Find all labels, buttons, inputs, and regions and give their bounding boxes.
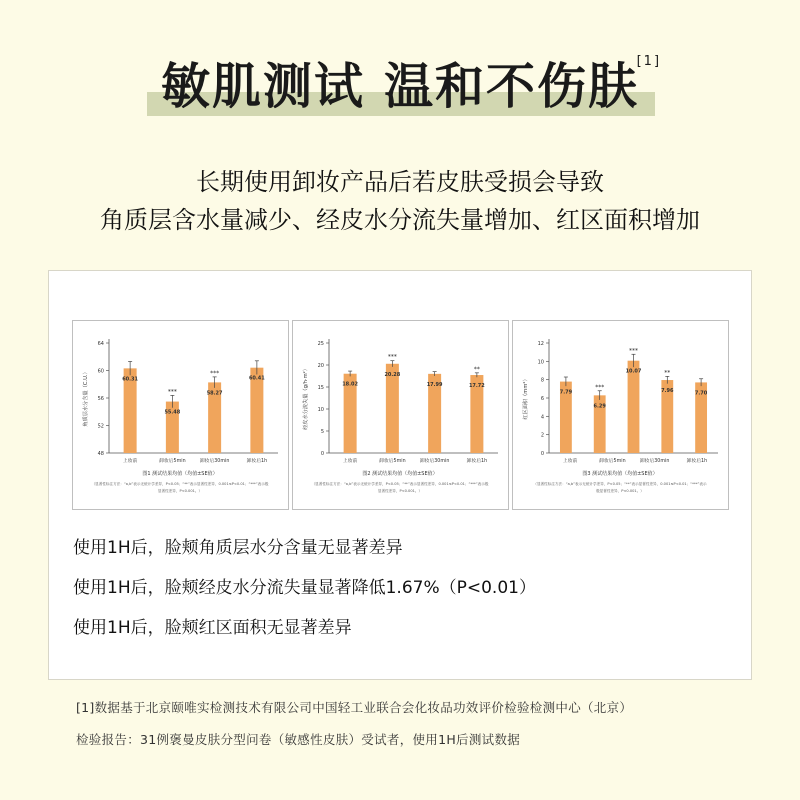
data-label: 7.96 [661,388,674,395]
page-title-text: 敏肌测试 温和不伤肤 [160,58,640,115]
chart-caption: 图2 测试结果均值（均值±SE值） [362,471,438,477]
title-area [0,48,800,118]
data-label: 60.31 [122,376,139,383]
data-label: 7.70 [694,390,708,397]
significance-mark: *** [629,347,638,355]
result-item: 使用1H后，脸颊红区面积无显著差异 [73,618,352,638]
result-item: 使用1H后，脸颊角质层水分含量无显著差异 [73,538,403,558]
x-tick-label: 上妆前 [122,459,138,464]
significance-mark: *** [210,369,220,377]
chart-caption: 图3 测试结果均值（均值±SE值） [582,471,658,477]
footnote-line-2: 检验报告：31例褒曼皮肤分型问卷（敏感性皮肤）受试者，使用1H后测试数据 [76,732,521,747]
y-tick-label: 0 [320,451,324,457]
chart-note: 极显著性差异，P<0.001。） [596,489,644,493]
title-reference: [1] [636,54,662,69]
significance-mark: *** [387,353,397,361]
y-axis-label: 角质层水分含量（C.U.） [83,369,89,427]
chart-note: 显著性差异，P<0.001。） [377,489,423,493]
y-axis-label: 红区面积（mm²） [523,376,529,420]
chart-3 [512,320,729,510]
results-list [73,535,536,655]
data-label: 17.99 [426,381,443,388]
results-card [48,270,752,680]
chart-note: 显著性差异，P<0.001。） [157,489,203,493]
significance-mark: ** [473,365,480,373]
data-label: 58.27 [206,390,223,397]
y-tick-label: 52 [97,423,104,430]
x-tick-label: 上妆前 [562,459,578,464]
chart-2 [292,320,509,510]
page-title [160,48,662,118]
x-tick-label: 卸妆后5min [379,459,406,464]
result-item: 使用1H后，脸颊经皮水分流失量显著降低1.67%（P<0.01） [73,578,536,598]
x-tick-label: 卸妆后1h [466,459,488,464]
x-tick-label: 卸妆后30min [419,459,450,464]
data-label: 18.02 [342,381,359,388]
y-tick-label: 56 [97,396,104,402]
y-tick-label: 48 [97,451,104,457]
x-tick-label: 卸妆后30min [199,459,230,464]
y-tick-label: 2 [540,432,544,439]
subtitle-line-1: 长期使用卸妆产品后若皮肤受损会导致 [196,168,604,196]
y-tick-label: 10 [317,407,324,413]
y-tick-label: 12 [537,341,544,347]
chart-note: （显著性标注方法：“a,b”表示无统计学差异，P<0.05；“**”表示显著性差异，0.001≤P<0.01；“***”表示极 [91,482,269,486]
y-tick-label: 6 [540,396,544,402]
data-label: 7.79 [559,389,573,396]
x-tick-label: 卸妆后1h [686,459,708,464]
y-tick-label: 8 [540,377,544,384]
significance-mark: *** [167,388,177,396]
y-tick-label: 4 [540,414,544,421]
data-label: 10.07 [625,368,642,375]
x-tick-label: 卸妆后30min [639,459,670,464]
data-label: 60.41 [248,375,265,382]
y-axis-label: 经皮水分流失量（g/h·m²） [303,366,309,430]
y-tick-label: 15 [317,385,324,391]
y-tick-label: 25 [317,341,324,347]
y-tick-label: 60 [97,368,104,375]
x-tick-label: 卸妆后5min [599,459,626,464]
data-label: 20.28 [384,371,401,378]
significance-mark: ** [664,369,671,377]
y-tick-label: 64 [97,341,104,347]
data-label: 6.29 [593,403,606,410]
chart-note: （显著性标注方法：“a,b”表示无统计学差异，P<0.05；“**”表示显著性差异，0.001≤P<0.01；“***”表示 [533,482,707,486]
y-tick-label: 5 [320,429,324,435]
footnote-line-1: [1]数据基于北京颐唯实检测技术有限公司中国轻工业联合会化妆品功效评价检验检测中心（北京） [76,700,633,715]
data-label: 17.72 [468,383,485,390]
subtitle-line-2: 角质层含水量减少、经皮水分流失量增加、红区面积增加 [100,206,700,234]
y-tick-label: 20 [317,363,324,369]
significance-mark: *** [595,383,605,391]
x-tick-label: 卸妆后1h [246,459,268,464]
chart-note: （显著性标注方法：“a,b”表示无统计学差异，P<0.05；“**”表示显著性差异，0.001≤P<0.01；“***”表示极 [311,482,489,486]
data-label: 55.48 [164,409,181,416]
y-tick-label: 0 [540,451,544,457]
x-tick-label: 卸妆后5min [159,459,186,464]
chart-caption: 图1 测试结果均值（均值±SE值） [142,471,218,477]
chart-1 [72,320,289,510]
x-tick-label: 上妆前 [342,459,358,464]
y-tick-label: 10 [537,359,544,366]
